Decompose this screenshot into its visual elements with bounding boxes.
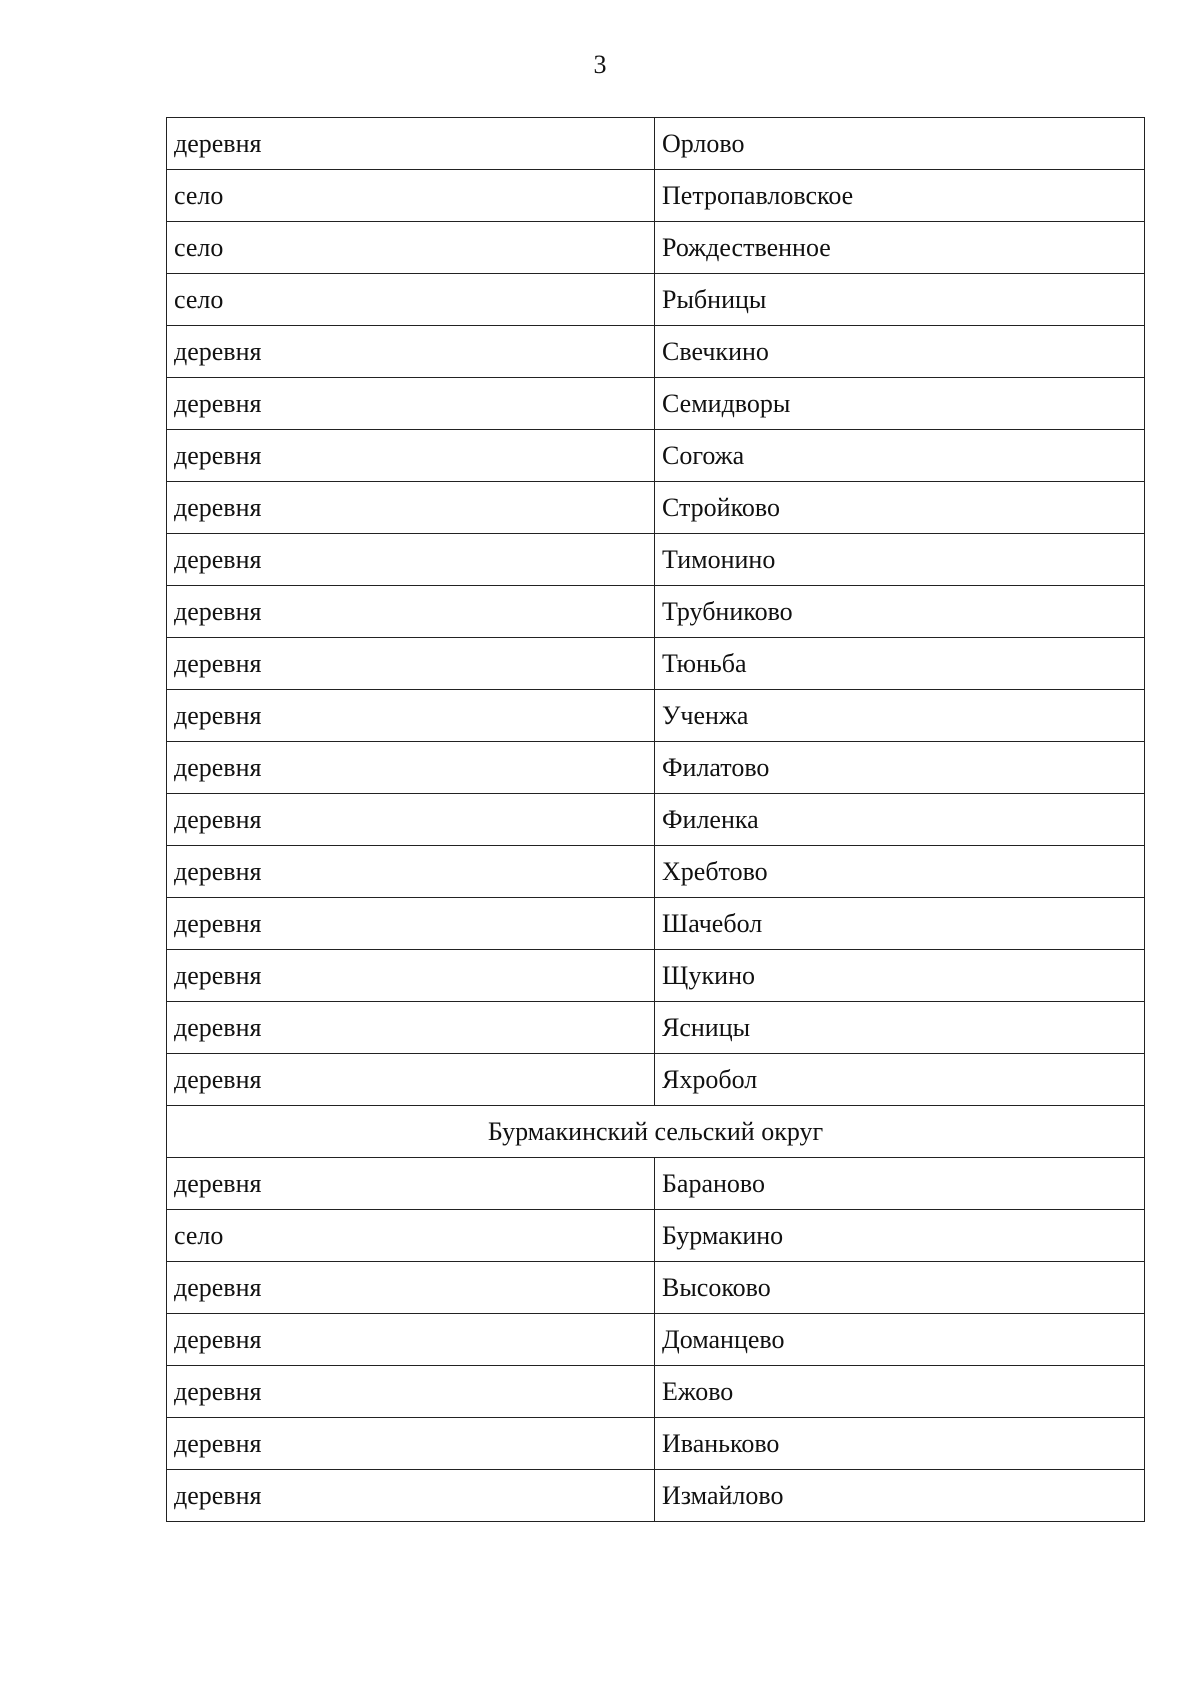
settlement-name-cell: Орлово [655, 118, 1145, 170]
settlement-type-cell: деревня [167, 846, 655, 898]
table-row [167, 274, 1145, 326]
settlements-table-body [167, 118, 1145, 1522]
settlement-name-cell: Петропавловское [655, 170, 1145, 222]
settlement-type-cell: деревня [167, 326, 655, 378]
table-row [167, 430, 1145, 482]
settlement-type-cell: деревня [167, 534, 655, 586]
table-row [167, 1418, 1145, 1470]
settlement-name-cell: Трубниково [655, 586, 1145, 638]
table-row [167, 742, 1145, 794]
settlement-name-cell: Рыбницы [655, 274, 1145, 326]
table-row [167, 1366, 1145, 1418]
settlement-name-cell: Доманцево [655, 1314, 1145, 1366]
table-row [167, 638, 1145, 690]
table-row [167, 1210, 1145, 1262]
settlement-name-cell: Тюньба [655, 638, 1145, 690]
settlement-type-cell: деревня [167, 118, 655, 170]
settlement-type-cell: деревня [167, 794, 655, 846]
table-row [167, 1314, 1145, 1366]
settlement-type-cell: деревня [167, 430, 655, 482]
settlement-name-cell: Согожа [655, 430, 1145, 482]
table-row [167, 534, 1145, 586]
table-row [167, 690, 1145, 742]
settlement-type-cell: деревня [167, 1470, 655, 1522]
table-row [167, 1470, 1145, 1522]
settlement-type-cell: деревня [167, 378, 655, 430]
settlements-table [166, 117, 1145, 1522]
settlement-name-cell: Ясницы [655, 1002, 1145, 1054]
table-row [167, 118, 1145, 170]
table-row [167, 846, 1145, 898]
settlement-name-cell: Хребтово [655, 846, 1145, 898]
settlement-type-cell: деревня [167, 1314, 655, 1366]
settlement-name-cell: Шачебол [655, 898, 1145, 950]
table-row [167, 170, 1145, 222]
settlement-type-cell: деревня [167, 1418, 655, 1470]
settlement-name-cell: Свечкино [655, 326, 1145, 378]
settlement-name-cell: Семидворы [655, 378, 1145, 430]
settlement-name-cell: Иваньково [655, 1418, 1145, 1470]
table-row [167, 222, 1145, 274]
section-header-row [167, 1106, 1145, 1158]
table-row [167, 378, 1145, 430]
settlement-name-cell: Тимонино [655, 534, 1145, 586]
table-row [167, 1002, 1145, 1054]
settlement-name-cell: Бараново [655, 1158, 1145, 1210]
table-row [167, 794, 1145, 846]
settlement-type-cell: деревня [167, 482, 655, 534]
table-row [167, 1054, 1145, 1106]
settlement-name-cell: Филенка [655, 794, 1145, 846]
settlement-name-cell: Ежово [655, 1366, 1145, 1418]
settlement-name-cell: Измайлово [655, 1470, 1145, 1522]
settlement-type-cell: село [167, 274, 655, 326]
settlement-type-cell: деревня [167, 1262, 655, 1314]
table-row [167, 586, 1145, 638]
settlement-type-cell: деревня [167, 898, 655, 950]
settlement-name-cell: Бурмакино [655, 1210, 1145, 1262]
settlement-name-cell: Щукино [655, 950, 1145, 1002]
settlement-name-cell: Рождественное [655, 222, 1145, 274]
table-row [167, 1158, 1145, 1210]
settlement-type-cell: село [167, 1210, 655, 1262]
settlement-name-cell: Филатово [655, 742, 1145, 794]
settlement-type-cell: деревня [167, 1158, 655, 1210]
settlement-name-cell: Яхробол [655, 1054, 1145, 1106]
settlement-type-cell: деревня [167, 950, 655, 1002]
settlement-type-cell: село [167, 222, 655, 274]
table-row [167, 1262, 1145, 1314]
settlement-type-cell: деревня [167, 1002, 655, 1054]
settlement-name-cell: Стройково [655, 482, 1145, 534]
table-row [167, 898, 1145, 950]
table-row [167, 482, 1145, 534]
table-row [167, 326, 1145, 378]
settlement-type-cell: деревня [167, 690, 655, 742]
settlement-type-cell: деревня [167, 638, 655, 690]
settlement-type-cell: деревня [167, 1054, 655, 1106]
settlement-type-cell: деревня [167, 1366, 655, 1418]
table-row [167, 950, 1145, 1002]
settlement-type-cell: село [167, 170, 655, 222]
page-number: 3 [593, 50, 607, 79]
settlement-name-cell: Высоково [655, 1262, 1145, 1314]
section-title: Бурмакинский сельский округ [167, 1106, 1145, 1158]
settlement-type-cell: деревня [167, 586, 655, 638]
settlement-name-cell: Ученжа [655, 690, 1145, 742]
settlement-type-cell: деревня [167, 742, 655, 794]
